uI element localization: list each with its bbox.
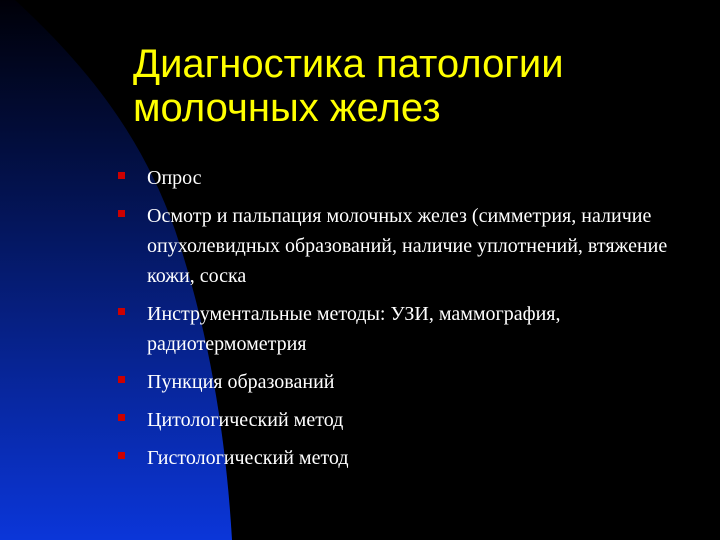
- bullet-text: Осмотр и пальпация молочных желез (симметрия, наличие опухолевидных образований, наличие уплотнений, втяжение кожи, соска: [147, 205, 668, 287]
- list-item: [118, 443, 678, 473]
- bullet-text: Гистологический метод: [147, 447, 349, 469]
- square-bullet-icon: [118, 414, 125, 421]
- square-bullet-icon: [118, 376, 125, 383]
- list-item: [118, 299, 678, 359]
- bullet-text: Пункция образований: [147, 371, 335, 393]
- bullet-text: Инструментальные методы: УЗИ, маммография, радиотермометрия: [147, 303, 561, 355]
- slide-title: Диагностика патологии молочных желез: [133, 42, 564, 130]
- square-bullet-icon: [118, 172, 125, 179]
- square-bullet-icon: [118, 308, 125, 315]
- list-item: [118, 405, 678, 435]
- list-item: [118, 367, 678, 397]
- square-bullet-icon: [118, 452, 125, 459]
- square-bullet-icon: [118, 210, 125, 217]
- bullet-text: Опрос: [147, 167, 202, 189]
- list-item: [118, 163, 678, 193]
- list-item: [118, 201, 678, 291]
- bullet-list: [118, 163, 678, 481]
- bullet-text: Цитологический метод: [147, 409, 344, 431]
